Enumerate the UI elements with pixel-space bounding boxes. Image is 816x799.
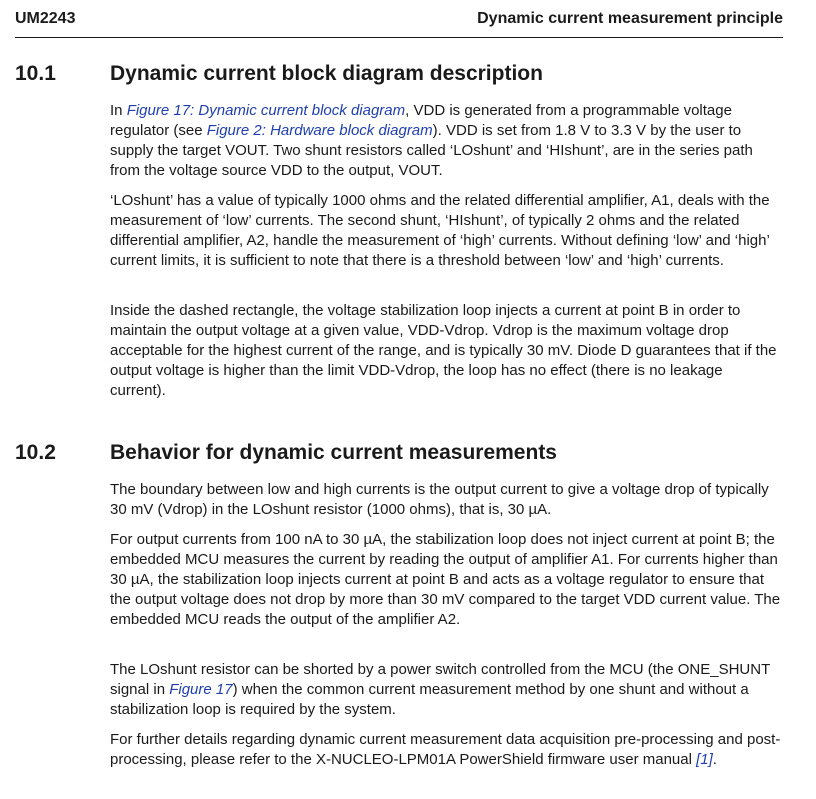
paragraph-text: , VDD is generated from a programmable voltage regulator (see bbox=[110, 102, 732, 139]
paragraph-text: ) when the common current measurement method by one shunt and without a stabilization loop is required by the system. bbox=[110, 681, 749, 718]
paragraph bbox=[110, 730, 782, 770]
document-id: UM2243 bbox=[15, 10, 76, 27]
paragraph bbox=[110, 101, 782, 181]
paragraph-text: . bbox=[712, 751, 717, 768]
paragraph: The boundary between low and high currents is the output current to give a voltage drop of typically 30 mV (Vdrop) in the LOshunt resistor (1000 ohms), that is, 30 µA. bbox=[110, 481, 769, 518]
figure-link[interactable]: Figure 17: Dynamic current block diagram bbox=[126, 102, 406, 119]
section-number: 10.1 bbox=[15, 62, 56, 85]
paragraph: For output currents from 100 nA to 30 µA, the stabilization loop does not inject current at point B; the embedded MCU measures the current by reading the output of amplifier A1. For currents higher than 30 µA, the stabilization loop injects current at point B and acts as a voltage regulator to ensure that the output voltage does not drop by more than 30 mV compared to the target VDD current value. The embedded MCU reads the output of the amplifier A2. bbox=[110, 531, 781, 628]
section-title: Behavior for dynamic current measurements bbox=[110, 441, 557, 464]
section-title: Dynamic current block diagram description bbox=[110, 62, 543, 85]
paragraph-text: For further details regarding dynamic current measurement data acquisition pre-processing and post-processing, please refer to the X-NUCLEO-LPM01A PowerShield firmware user manual bbox=[110, 731, 781, 768]
section-number: 10.2 bbox=[15, 441, 56, 464]
paragraph-text: The LOshunt resistor can be shorted by a power switch controlled from the MCU (the ONE_SHUNT signal in bbox=[110, 661, 770, 698]
reference-link[interactable]: [1] bbox=[696, 751, 713, 768]
header-divider bbox=[15, 37, 783, 38]
paragraph-text: In bbox=[110, 102, 127, 119]
figure-link[interactable]: Figure 17 bbox=[169, 681, 233, 698]
paragraph bbox=[110, 660, 782, 720]
figure-link[interactable]: Figure 2: Hardware block diagram bbox=[206, 122, 433, 139]
running-header-title: Dynamic current measurement principle bbox=[477, 10, 783, 27]
paragraph-text: ). VDD is set from 1.8 V to 3.3 V by the user to supply the target VOUT. Two shunt resistors called ‘LOshunt’ and ‘HIshunt’, are in the series path from the voltage source VDD to the output, VOUT. bbox=[110, 122, 753, 179]
paragraph: Inside the dashed rectangle, the voltage stabilization loop injects a current at point B in order to maintain the output voltage at a given value, VDD-Vdrop. Vdrop is the maximum voltage drop acceptable for the highest current of the range, and is typically 30 mV. Diode D guarantees that if the output voltage is higher than the limit VDD-Vdrop, the loop has no effect (there is no leakage current). bbox=[110, 302, 777, 399]
paragraph: ‘LOshunt’ has a value of typically 1000 ohms and the related differential amplifier, A1, deals with the measurement of ‘low’ currents. The second shunt, ‘HIshunt’, of typically 2 ohms and the related differential amplifier, A2, handle the measurement of ‘high’ currents. Without defining ‘low’ and ‘high’ current limits, it is sufficient to note that there is a threshold between ‘low’ and ‘high’ currents. bbox=[110, 192, 770, 269]
